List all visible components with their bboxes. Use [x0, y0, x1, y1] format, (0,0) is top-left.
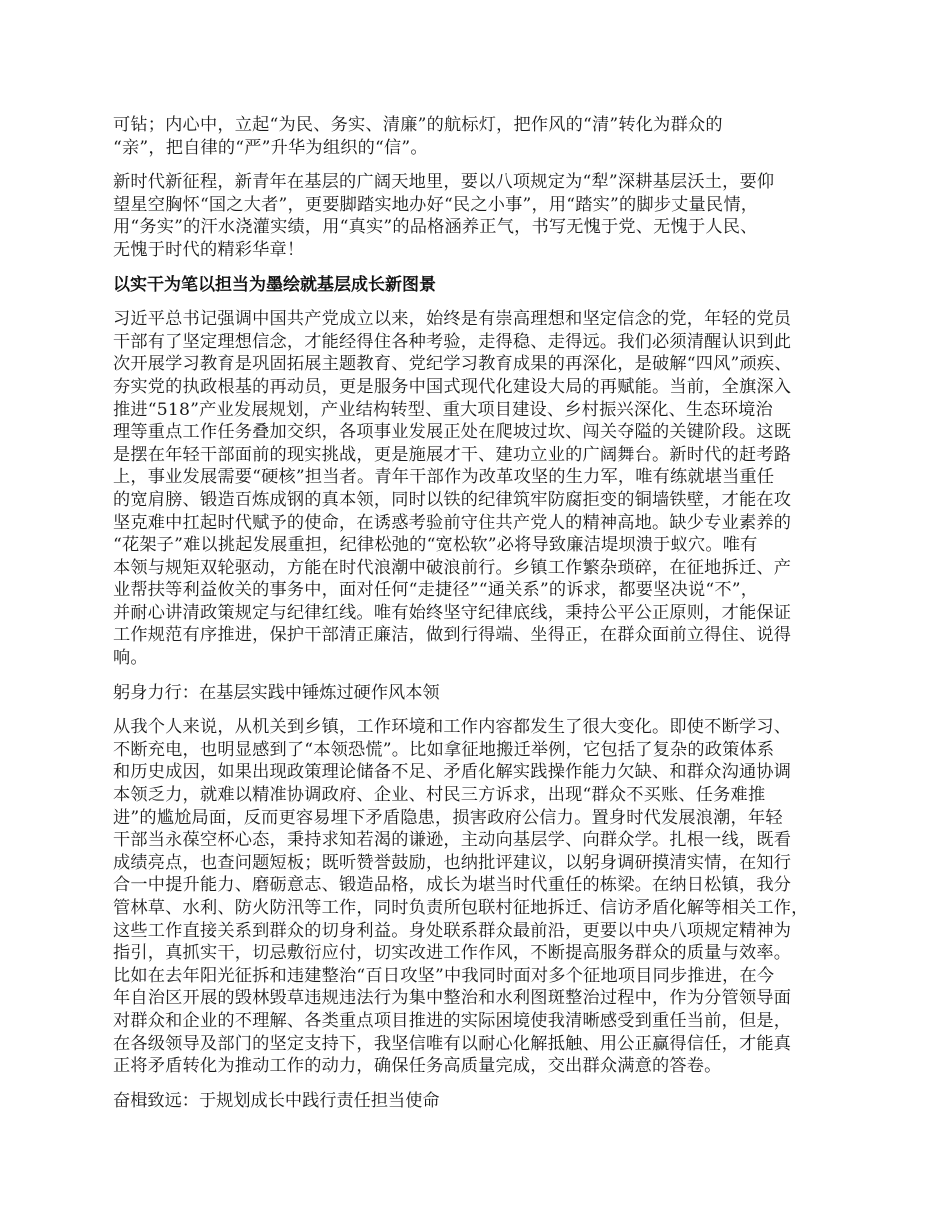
text-line: 不断充电，也明显感到了“本领恐慌”。比如拿征地搬迁举例，它包括了复杂的政策体系	[113, 739, 775, 760]
text-line: 比如在去年阳光征拆和违建整治“百日攻坚”中我同时面对多个征地项目同步推进，在今	[113, 965, 775, 986]
text-line: 无愧于时代的精彩华章！	[113, 239, 305, 260]
text-line: 是摆在年轻干部面前的现实挑战，更是施展才干、建功立业的广阔舞台。新时代的赶考路	[113, 444, 792, 465]
text-line: 合一中提升能力、磨砺意志、锻造品格，成长为堪当时代重任的栋梁。在纳日松镇，我分	[113, 875, 792, 896]
text-line: 望星空胸怀“国之大者”，更要脚踏实地办好“民之小事”，用“踏实”的脚步丈量民情，	[113, 194, 759, 215]
heading-text: 以实干为笔以担当为墨绘就基层成长新图景	[113, 274, 436, 295]
text-line: 本领与规矩双轮驱动，方能在时代浪潮中破浪前行。乡镇工作繁杂琐碎，在征地拆迁、产	[113, 557, 792, 578]
body-paragraph	[113, 114, 853, 159]
text-line: 从我个人来说，从机关到乡镇，工作环境和工作内容都发生了很大变化。即使不断学习、	[113, 717, 792, 738]
text-line: 管林草、水利、防火防汛等工作，同时负责所包联村征地拆迁、信访矛盾化解等相关工作，	[113, 898, 809, 918]
text-line: 和历史成因，如果出现政策理论储备不足、矛盾化解实践操作能力欠缺、和群众沟通协调	[113, 762, 792, 783]
text-line: 的宽肩膀、锻造百炼成钢的真本领，同时以铁的纪律筑牢防腐拒变的铜墙铁壁，才能在攻	[113, 489, 792, 510]
text-line: 理等重点工作任务叠加交织，各项事业发展正处在爬坡过坎、闯关夺隘的关键阶段。这既	[113, 422, 792, 443]
body-paragraph	[113, 171, 853, 261]
text-line: 对群众和企业的不理解、各类重点项目推进的实际困境使我清晰感受到重任当前，但是，	[113, 1010, 792, 1031]
section-heading	[113, 274, 853, 297]
subheading-text: 躬身力行：在基层实践中锤炼过硬作风本领	[113, 682, 440, 703]
text-line: 上，事业发展需要“硬核”担当者。青年干部作为改革攻坚的生力军，唯有练就堪当重任	[113, 467, 775, 488]
text-line: “亲”，把自律的“严”升华为组织的“信”。	[113, 137, 428, 158]
text-line: 习近平总书记强调中国共产党成立以来，始终是有崇高理想和坚定信念的党，年轻的党员	[113, 309, 792, 330]
text-line: 指引，真抓实干，切忌敷衍应付，切实改进工作作风，不断提高服务群众的质量与效率。	[113, 943, 792, 964]
text-line: 年自治区开展的毁林毁草违规违法行为集中整治和水利图斑整治过程中，作为分管领导面	[113, 988, 792, 1009]
body-paragraph	[113, 716, 853, 1078]
text-line: “花架子”难以挑起发展重担，纪律松弛的“宽松软”必将导致廉洁堤坝溃于蚁穴。唯有	[113, 535, 758, 556]
text-line: 新时代新征程，新青年在基层的广阔天地里，要以八项规定为“犁”深耕基层沃土，要仰	[113, 172, 775, 193]
text-line: 用“务实”的汗水浇灌实绩，用“真实”的品格涵养正气，书写无愧于党、无愧于人民、	[113, 217, 758, 238]
text-line: 本领乏力，就难以精准协调政府、企业、村民三方诉求，出现“群众不买账、任务难推	[113, 785, 766, 806]
text-line: 坚克难中扛起时代赋予的使命，在诱惑考验前守住共产党人的精神高地。缺少专业素养的	[113, 512, 792, 533]
text-line: 这些工作直接关系到群众的切身利益。身处联系群众最前沿，更要以中央八项规定精神为	[113, 920, 792, 941]
text-line: 工作规范有序推进，保护干部清正廉洁，做到行得端、坐得正，在群众面前立得住、说得	[113, 625, 792, 646]
text-line: 并耐心讲清政策规定与纪律红线。唯有始终坚守纪律底线，秉持公平公正原则，才能保证	[113, 602, 792, 623]
subheading-text: 奋楫致远：于规划成长中践行责任担当使命	[113, 1090, 440, 1111]
document-page	[113, 114, 853, 1124]
body-paragraph	[113, 308, 853, 670]
text-line: 正将矛盾转化为推动工作的动力，确保任务高质量完成，交出群众满意的答卷。	[113, 1056, 722, 1077]
subsection-heading	[113, 682, 853, 705]
text-line: 进”的尴尬局面，反而更容易埋下矛盾隐患，损害政府公信力。置身时代发展浪潮，年轻	[113, 807, 783, 828]
text-line: 响。	[113, 648, 148, 669]
text-line: 可钻；内心中，立起“为民、务实、清廉”的航标灯，把作风的“清”转化为群众的	[113, 115, 723, 135]
text-line: 推进“518”产业发展规划，产业结构转型、重大项目建设、乡村振兴深化、生态环境治	[113, 399, 773, 420]
text-line: 在各级领导及部门的坚定支持下，我坚信唯有以耐心化解抵触、用公正赢得信任，才能真	[113, 1033, 792, 1054]
text-line: 次开展学习教育是巩固拓展主题教育、党纪学习教育成果的再深化，是破解“四风”顽疾、	[113, 354, 792, 375]
text-line: 干部有了坚定理想信念，才能经得住各种考验，走得稳、走得远。我们必须清醒认识到此	[113, 331, 792, 352]
subsection-heading	[113, 1090, 853, 1113]
text-line: 成绩亮点，也查问题短板；既听赞誉鼓励，也纳批评建议，以躬身调研摸清实情，在知行	[113, 852, 792, 873]
text-line: 夯实党的执政根基的再动员，更是服务中国式现代化建设大局的再赋能。当前，全旗深入	[113, 376, 792, 397]
text-line: 业帮扶等利益攸关的事务中，面对任何“走捷径”“通关系”的诉求，都要坚决说“不”，	[113, 580, 759, 601]
text-line: 干部当永葆空杯心态，秉持求知若渴的谦逊，主动向基层学、向群众学。扎根一线，既看	[113, 830, 792, 851]
